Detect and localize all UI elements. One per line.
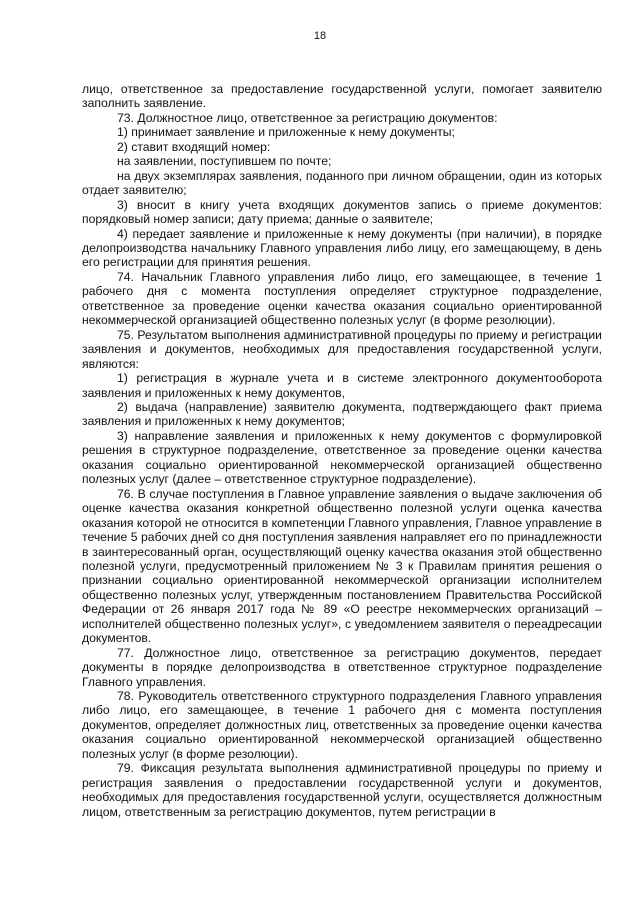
paragraph: лицо, ответственное за предоставление государственной услуги, помогает заявителю заполнить заявление. (82, 82, 602, 111)
paragraph: 77. Должностное лицо, ответственное за регистрацию документов, передает документы в порядке делопроизводства в ответственное структурное подразделение Главного управления. (82, 645, 602, 689)
paragraph: 3) вносит в книгу учета входящих документов запись о приеме документов: порядковый номер записи; дату приема; данные о заявителе; (82, 197, 602, 227)
paragraph: 74. Начальник Главного управления либо лицо, его замещающее, в течение 1 рабочего дня с момента поступления определяет структурное подразделение, ответственное за проведение оценки качества оказания социально ориентированной некоммерческой организацией общественно полезных услуг (в форме резолюции). (82, 269, 602, 328)
paragraph: 4) передает заявление и приложенные к нему документы (при наличии), в порядке делопроизводства начальнику Главного управления либо лицу, его замещающему, в день его регистрации для принятия решения. (82, 226, 602, 270)
paragraph: на заявлении, поступившем по почте; (117, 154, 332, 169)
paragraph: 2) выдача (направление) заявителю документа, подтверждающего факт приема заявления и приложенных к нему документов; (82, 399, 602, 429)
paragraph: 76. В случае поступления в Главное управление заявления о выдаче заключения об оценке качества оказания конкретной общественно полезной услуги оценка качества оказания которой не относится в компетенции Главного управления, Главное управление в течение 5 рабочих дней со дня поступления заявления направляет его по принадлежности в заинтересованный орган, осуществляющий оценку качества оказания этой общественно полезной услуги, предусмотренный приложением № 3 к Правилам принятия решения о признании социально ориентированной некоммерческой организации исполнителем общественно полезных услуг, утвержденным постановлением Правительства Российской Федерации от 26 января 2017 года № 89 «О реестре некоммерческих организаций – исполнителей общественно полезных услуг», с уведомлением заявителя о переадресации документов. (82, 486, 603, 646)
paragraph: на двух экземплярах заявления, поданного при личном обращении, один из которых отдает заявителю; (82, 168, 602, 198)
paragraph: 3) направление заявления и приложенных к нему документов с формулировкой решения в структурное подразделение, ответственное за проведение оценки качества оказания социально ориентированной некоммерческой организацией общественно полезных услуг (далее – ответственное структурное подразделение). (82, 428, 602, 487)
page-number: 18 (313, 30, 327, 42)
document-body (82, 82, 602, 819)
paragraph: 1) регистрация в журнале учета и в системе электронного документооборота заявления и приложенных к нему документов, (82, 371, 602, 400)
paragraph: 75. Результатом выполнения административной процедуры по приему и регистрации заявления и документов, необходимых для предоставления государственной услуги, являются: (82, 327, 602, 371)
paragraph: 79. Фиксация результата выполнения административной процедуры по приему и регистрация заявления о предоставлении государственной услуги и документов, необходимых для предоставления государственной услуги, осуществляется должностным лицом, ответственным за регистрацию документов, путем регистрации в (82, 761, 602, 819)
paragraph: 2) ставит входящий номер: (117, 139, 271, 154)
paragraph: 1) принимает заявление и приложенные к нему документы; (117, 125, 455, 140)
paragraph: 73. Должностное лицо, ответственное за регистрацию документов: (117, 110, 498, 125)
paragraph: 78. Руководитель ответственного структурного подразделения Главного управления либо лицо, его замещающее, в течение 1 рабочего дня с момента поступления документов, определяет должностных лиц, ответственных за проведение оценки качества оказания социально ориентированной некоммерческой организацией общественно полезных услуг (в форме резолюции). (82, 689, 602, 761)
